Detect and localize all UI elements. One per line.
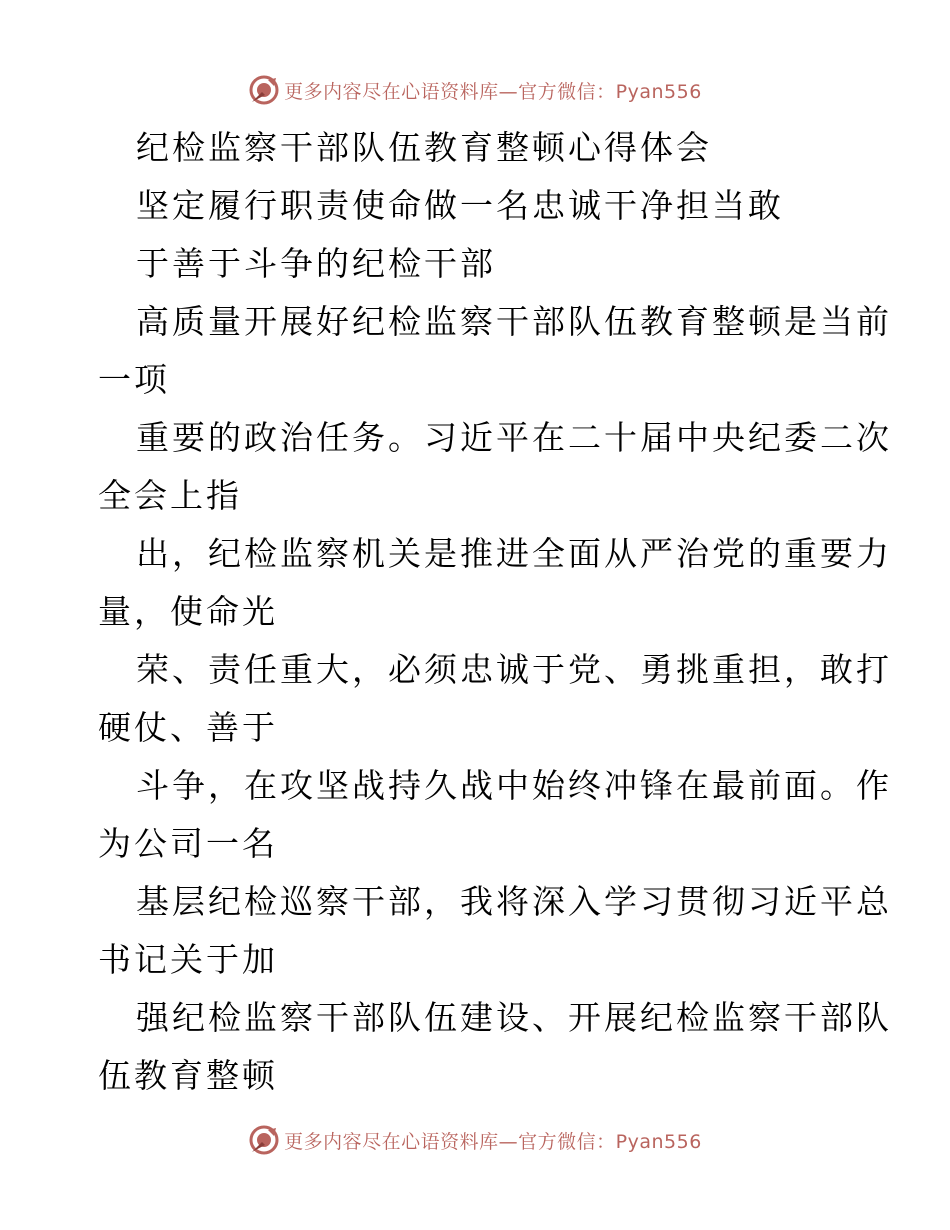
- paragraph-line: 出，纪检监察机关是推进全面从严治党的重要力: [136, 534, 892, 573]
- document-subtitle-line-2: 于善于斗争的纪检干部: [136, 244, 496, 283]
- paragraph-line: 书记关于加: [98, 940, 278, 979]
- paragraph-line: 高质量开展好纪检监察干部队伍教育整顿是当前: [136, 302, 892, 341]
- paragraph-line: 全会上指: [98, 476, 242, 515]
- pen-circle-logo-icon: [248, 1124, 280, 1156]
- paragraph-line: 强纪检监察干部队伍建设、开展纪检监察干部队: [136, 998, 892, 1037]
- paragraph-line: 硬仗、善于: [98, 708, 278, 747]
- document-subtitle-line-1: 坚定履行职责使命做一名忠诚干净担当敢: [136, 186, 784, 225]
- paragraph-line: 荣、责任重大，必须忠诚于党、勇挑重担，敢打: [136, 650, 892, 689]
- banner-text: 更多内容尽在心语资料库—官方微信：Pyan556: [284, 1130, 702, 1153]
- paragraph-line: 基层纪检巡察干部，我将深入学习贯彻习近平总: [136, 882, 892, 921]
- paragraph-line: 一项: [98, 360, 170, 399]
- paragraph-line: 为公司一名: [98, 824, 278, 863]
- paragraph-line: 量，使命光: [98, 592, 278, 631]
- paragraph-line: 伍教育整顿: [98, 1056, 278, 1095]
- footer-banner: [0, 1120, 950, 1160]
- document-title: 纪检监察干部队伍教育整顿心得体会: [136, 128, 712, 167]
- paragraph-line: 重要的政治任务。习近平在二十届中央纪委二次: [136, 418, 892, 457]
- banner-text: 更多内容尽在心语资料库—官方微信：Pyan556: [284, 80, 702, 103]
- paragraph-line: 斗争，在攻坚战持久战中始终冲锋在最前面。作: [136, 766, 892, 805]
